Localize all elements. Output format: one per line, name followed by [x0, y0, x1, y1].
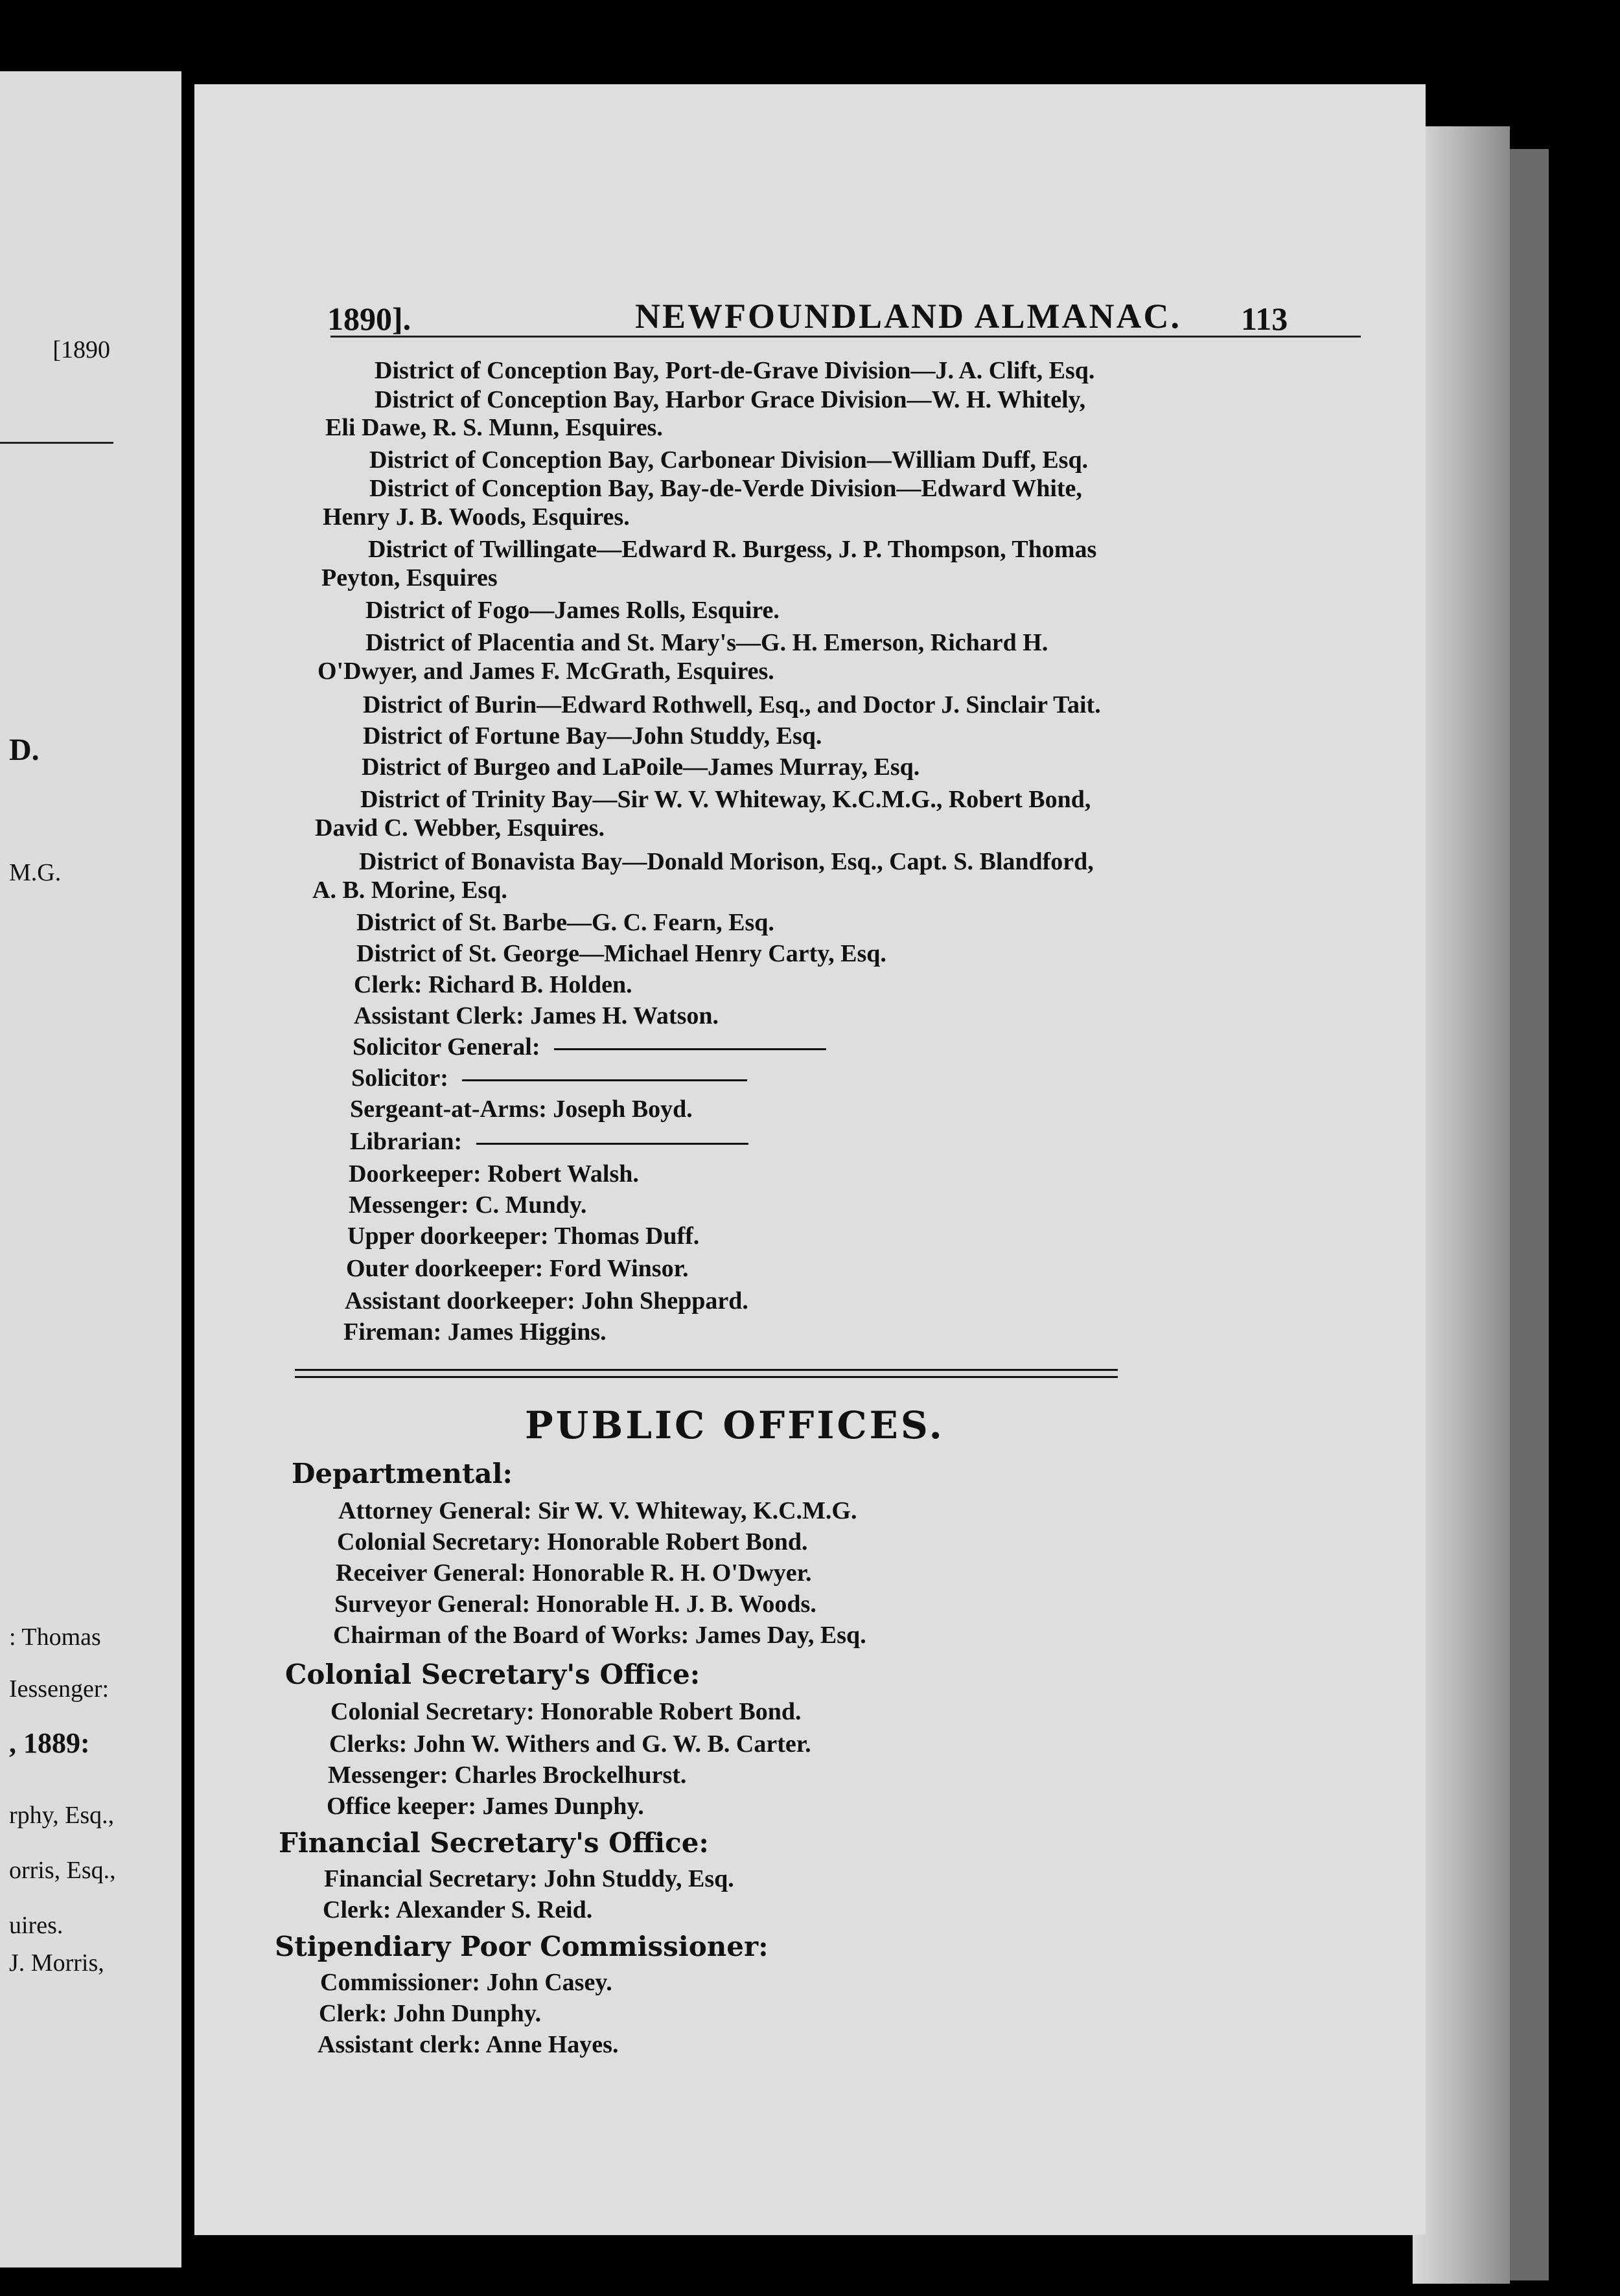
officer-line	[349, 1191, 586, 1219]
officer-label: Messenger:	[349, 1191, 469, 1219]
page-body	[194, 84, 1426, 2235]
section-heading: PUBLIC OFFICES.	[525, 1403, 945, 1447]
left-page-year: [1890	[52, 336, 110, 363]
district-line: A. B. Morine, Esq.	[312, 877, 507, 904]
office-line	[337, 1528, 808, 1556]
district-line: District of Trinity Bay—Sir W. V. Whiteway, K.C.M.G., Robert Bond,	[360, 786, 1091, 813]
officer-label: Outer doorkeeper:	[346, 1255, 544, 1282]
district-line: District of Fogo—James Rolls, Esquire.	[365, 597, 780, 624]
office-label: Surveyor General:	[334, 1590, 531, 1618]
officer-value: C. Mundy.	[475, 1191, 587, 1219]
subsection-heading: Stipendiary Poor Commissioner:	[275, 1931, 769, 1962]
officer-value: John Sheppard.	[581, 1287, 748, 1314]
officer-label: Upper doorkeeper:	[347, 1223, 549, 1250]
district-line: District of Burgeo and LaPoile—James Murray, Esq.	[362, 753, 920, 781]
office-label: Colonial Secretary:	[337, 1528, 541, 1556]
office-label: Colonial Secretary:	[330, 1698, 535, 1725]
officer-line	[350, 1095, 693, 1123]
office-line	[333, 1621, 866, 1649]
officer-value: Ford Winsor.	[549, 1255, 689, 1282]
officer-value: James H. Watson.	[530, 1002, 719, 1029]
office-label: Financial Secretary:	[324, 1865, 538, 1892]
officer-label: Fireman:	[343, 1318, 442, 1346]
office-line	[328, 1761, 686, 1789]
subsection-heading: Colonial Secretary's Office:	[285, 1659, 700, 1690]
office-value: Charles Brockelhurst.	[454, 1762, 687, 1789]
officer-label: Sergeant-at-Arms:	[350, 1096, 547, 1123]
office-label: Messenger:	[328, 1762, 448, 1789]
officer-line	[349, 1160, 639, 1188]
office-line	[338, 1497, 857, 1525]
office-value: Honorable R. H. O'Dwyer.	[532, 1559, 812, 1587]
header-title: NEWFOUNDLAND ALMANAC.	[635, 297, 1181, 336]
district-line: David C. Webber, Esquires.	[315, 814, 605, 842]
office-value: John Casey.	[486, 1969, 612, 1996]
office-label: Attorney General:	[338, 1497, 532, 1524]
left-page-text: uires.	[9, 1912, 64, 1939]
officer-value: Richard B. Holden.	[428, 971, 632, 998]
district-line: District of St. George—Michael Henry Carty, Esq.	[356, 940, 886, 967]
office-line	[320, 1968, 612, 1997]
district-line: District of Fortune Bay—John Studdy, Esq.	[363, 722, 822, 750]
office-value: John Studdy, Esq.	[544, 1865, 734, 1892]
office-label: Office keeper:	[327, 1793, 477, 1820]
officer-label: Clerk:	[354, 971, 422, 998]
district-line: District of St. Barbe—G. C. Fearn, Esq.	[356, 909, 774, 936]
office-label: Clerks:	[329, 1730, 408, 1758]
office-value: Honorable Robert Bond.	[547, 1528, 808, 1556]
subsection-heading: Financial Secretary's Office:	[279, 1827, 709, 1859]
vacancy-line	[554, 1048, 826, 1050]
left-page-fragment	[0, 71, 181, 2267]
office-label: Receiver General:	[336, 1559, 526, 1587]
officer-line	[347, 1222, 699, 1250]
office-line	[330, 1697, 802, 1726]
officer-value: Joseph Boyd.	[553, 1096, 693, 1123]
officer-line	[346, 1254, 688, 1283]
officer-label: Solicitor General:	[353, 1033, 540, 1061]
office-line	[327, 1792, 644, 1820]
left-page-text: J. Morris,	[9, 1949, 104, 1977]
header-year: 1890].	[327, 301, 411, 337]
district-line: District of Conception Bay, Harbor Grace Division—W. H. Whitely,	[375, 386, 1086, 413]
officer-value: Robert Walsh.	[487, 1160, 639, 1188]
district-line: Eli Dawe, R. S. Munn, Esquires.	[325, 414, 663, 441]
district-line: District of Bonavista Bay—Donald Morison, Esq., Capt. S. Blandford,	[359, 848, 1094, 875]
left-page-text: D.	[9, 733, 40, 767]
office-value: Alexander S. Reid.	[395, 1896, 593, 1923]
office-line	[329, 1730, 811, 1758]
district-line: District of Twillingate—Edward R. Burgess, J. P. Thompson, Thomas	[368, 536, 1097, 563]
office-label: Clerk:	[323, 1896, 391, 1923]
page-edge-shadow	[1510, 149, 1549, 2280]
officer-line	[351, 1064, 747, 1092]
officer-label: Librarian:	[350, 1128, 463, 1155]
left-page-text: orris, Esq.,	[9, 1857, 116, 1884]
officer-value: James Higgins.	[447, 1318, 607, 1346]
office-value: Anne Hayes.	[485, 2031, 619, 2058]
office-line	[318, 2030, 618, 2059]
district-line: District of Conception Bay, Carbonear Division—William Duff, Esq.	[369, 446, 1089, 474]
office-line	[334, 1590, 816, 1618]
office-value: James Dunphy.	[482, 1793, 644, 1820]
officer-label: Assistant doorkeeper:	[345, 1287, 575, 1314]
officer-line	[343, 1318, 607, 1346]
office-label: Chairman of the Board of Works:	[333, 1622, 689, 1649]
district-line: Henry J. B. Woods, Esquires.	[323, 503, 630, 531]
district-line: Peyton, Esquires	[321, 564, 498, 591]
page-number: 113	[1241, 301, 1288, 337]
officer-label: Assistant Clerk:	[354, 1002, 524, 1029]
office-label: Assistant clerk:	[318, 2031, 481, 2058]
almanac-page	[194, 84, 1426, 2235]
district-line: District of Conception Bay, Port-de-Grave Division—J. A. Clift, Esq.	[375, 357, 1095, 384]
officer-value: Thomas Duff.	[554, 1223, 700, 1250]
office-line	[336, 1559, 812, 1587]
district-line: District of Burin—Edward Rothwell, Esq., and Doctor J. Sinclair Tait.	[363, 691, 1101, 718]
office-line	[319, 1999, 541, 2028]
officer-line	[345, 1287, 748, 1315]
office-value: Sir W. V. Whiteway, K.C.M.G.	[538, 1497, 857, 1524]
office-label: Commissioner:	[320, 1969, 480, 1996]
district-line: O'Dwyer, and James F. McGrath, Esquires.	[318, 658, 774, 685]
office-value: Honorable Robert Bond.	[540, 1698, 802, 1725]
subsection-heading: Departmental:	[292, 1458, 513, 1489]
left-page-text: rphy, Esq.,	[9, 1802, 115, 1829]
left-page-text: , 1889:	[9, 1727, 90, 1759]
vacancy-line	[462, 1079, 747, 1081]
vacancy-line	[476, 1143, 748, 1145]
office-value: John Dunphy.	[393, 2000, 542, 2027]
office-line	[323, 1896, 592, 1924]
district-line: District of Conception Bay, Bay-de-Verde Division—Edward White,	[369, 475, 1082, 502]
district-line: District of Placentia and St. Mary's—G. H. Emerson, Richard H.	[365, 629, 1048, 656]
officer-line	[354, 1002, 719, 1030]
office-value: James Day, Esq.	[695, 1622, 866, 1649]
officer-label: Solicitor:	[351, 1064, 448, 1092]
officer-line	[353, 1033, 826, 1061]
officer-line	[350, 1127, 748, 1156]
left-page-text: M.G.	[9, 859, 62, 886]
office-line	[324, 1865, 734, 1893]
office-value: John W. Withers and G. W. B. Carter.	[413, 1730, 811, 1758]
left-page-text: : Thomas	[9, 1624, 101, 1651]
office-label: Clerk:	[319, 2000, 388, 2027]
office-value: Honorable H. J. B. Woods.	[536, 1590, 816, 1618]
left-page-text: Iessenger:	[9, 1675, 110, 1703]
officer-label: Doorkeeper:	[349, 1160, 481, 1188]
page-edge	[1413, 126, 1510, 2284]
officer-line	[354, 970, 632, 999]
left-page-rule	[0, 442, 113, 444]
section-divider	[295, 1369, 1118, 1378]
